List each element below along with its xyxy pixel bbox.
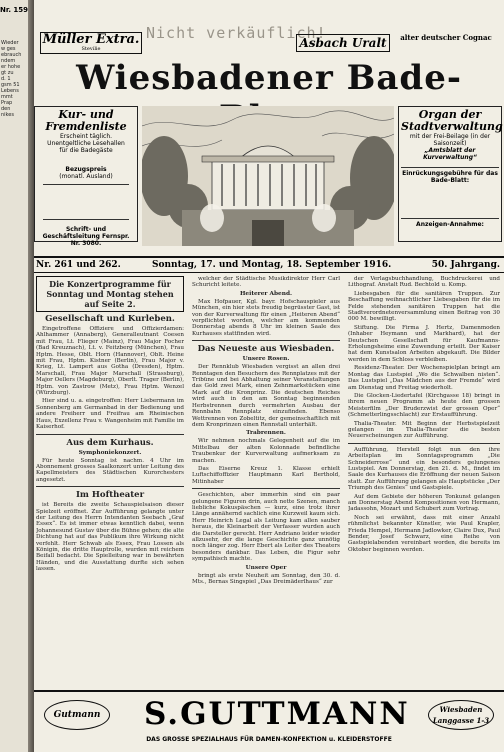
guttmann-logo-left: Gutmann: [44, 700, 110, 730]
price-table: [43, 184, 129, 220]
konzert-notice: Die Konzertprogramme für Sonntag und Montag stehen auf Seite 2.: [36, 276, 184, 312]
column-rule: [192, 340, 340, 341]
kur-title: Kur- und Fremdenliste: [45, 108, 127, 133]
column-rule: [348, 443, 500, 444]
subheading-rosen: Unsere Rosen.: [242, 356, 290, 363]
previous-page-text: Wieder w ges ebrauch ndem er hohe gt zu d. 1 gsm 51 Lebens mmt Prap den nikes: [1, 40, 22, 118]
article-oper: bringt als erste Neuheit am Sonntag, den 30. d. Mts., Bernas Singspiel „Das Dreimäderlhaus“ zur: [192, 572, 340, 586]
heading-gesellschaft: Gesellschaft und Kurleben.: [45, 314, 175, 324]
guttmann-advertisement: [34, 690, 504, 752]
article-thalia: Thalia-Theater. Mit Beginn der Herbstspielzeit gelangen im Thalia-Theater die besten Neuerscheinungen zur Aufführung.: [348, 420, 500, 440]
guttmann-address-oval: Wiesbaden Langgasse 1-3: [428, 700, 494, 730]
column-rule: [192, 488, 340, 489]
front-page: [34, 0, 504, 752]
article-auffuehrung: Aufführung, Herstell folgt nun den ihre Arbeitsplan im Sonntagsprogramm „Die Schneiderrose“ und ein besonders gelungenes Lustspiel. Am Donnerstag, den 21. d. M., findet im Saale des Kurhauses die Eröffnung der neuen Saison statt. Zur Aufführung gelangen als Hauptstücke „Der Triumph des Genies“ und Gastspiele.: [348, 446, 500, 492]
asbach-uralt-ad: Asbach Uralt: [296, 34, 390, 52]
article-residenz: Residenz-Theater. Der Wochenspielplan bringt am Montag das Lustspiel „Wo die Schwalben nisten“. Das Lustspiel „Das Mädchen aus der Fremde“ wird am Dienstag und Freitag wiederholt.: [348, 365, 500, 391]
organ-title: Organ der Stadtverwaltung: [401, 108, 503, 133]
volume-year: 50. Jahrgang.: [431, 260, 500, 270]
issue-dateline: [34, 256, 504, 273]
kurhaus-engraving: [142, 106, 394, 246]
article-heiterer-abend: Max Hofpauer, Kgl. bayr. Hofschauspieler aus München, ein hier stets freudig begrüsster Gast, ist von der Kurverwaltung für einen „Heiteren Abend“ verpflichtet worden, welcher am kommenden Donnerstag abends 8 Uhr im kleinen Saale des Kurhauses stattfinden wird.: [192, 298, 340, 337]
column-2: [192, 276, 340, 686]
article-geschichten: Geschichten, aber immerhin sind ein paar gelungene Figuren drin, auch nette Szenen, manch liebliche Kokuspäschen — kurz, eine trotz ihrer Länge annähernd sachlich eine Kurzweil kaum sich. Herr Heinrich Legal als Leitung kam allen sauber heraus, die Kleinarbeit der Verfasser wurden auch die Darsteller gerecht. Herr Andriano leider wieder allzusehr, der die lange Geschichte ganz unnötig noch länger zog. Herr Ebert als Leiter des Theaters besonders dankbar. Das Leben, die Figur sehr sympathisch machte.: [192, 492, 340, 563]
guttmann-tagline: DAS GROSSE SPEZIALHAUS FÜR DAMEN-KONFEKTION u. KLEIDERSTOFFE: [146, 736, 392, 743]
cognac-ad-text: alter deutscher Cognac: [400, 33, 492, 42]
article-gastspiele: Noch sei erwähnt, dass mit einer Anzahl rühmlichst bekannter Künstler, wie Paul Krapler, Frieda Hempel, Hermann Jadlowker, Claire Dux, Paul Bender, Josef Schwarz, eine Reihe von Gastspielabenden vereinbart worden, die bereits im Oktober beginnen werden.: [348, 514, 500, 553]
article-intro: welcher der Städtische Musikdirektor Herr Carl Schuricht leitete.: [192, 276, 340, 289]
article-stiftung: Stiftung. Die Firma J. Hertz, Damenmoden (Inhaber Heymann und Markhard), hat der Deutschen Gesellschaft für Kaufmanns-Erholungsheime eine Zuwendung erteilt. Der Kaiser hat dem Kunstsalon Arbeiten abgekauft. Die Bilder werden in dem Schloss verbleiben.: [348, 324, 500, 363]
organ-stadtverwaltung-box: Organ der Stadtverwaltung mit der Frei-Beilage (in der Saisonzeit) „Amtsblatt der Kurverwaltung“ Einrückungsgebühre für das Bade-Blatt: Anzeigen-Annahme:: [398, 106, 502, 242]
article-tonkunst: Auf dem Gebiete der höheren Tonkunst gelangen am Donnerstag Abend Kompositionen von Hermann, Jadassohn, Mozart und Schubert zum Vortrag.: [348, 493, 500, 513]
article-verlag: der Verlagsbuchhandlung, Buchdruckerei und Lithograf. Anstalt Rud. Bechtold u. Komp.: [348, 276, 500, 289]
rates-text-block: [401, 184, 499, 218]
article-kurhaus: Für heute Sonntag ist nachm. 4 Uhr im Abonnement grosses Saalkonzert unter Leitung des Kapellmeisters des Städtischen Kurorchesters angesetzt.: [36, 457, 184, 483]
article-liebesgaben: Liebesgaben für die sanitären Truppen. Zur Beschaffung weihnachtlicher Liebesgaben für die im Felde stehenden sanitären Truppen hat die Stadtverordnetenversammlung einen Beitrag von 30 000 M. bewilligt.: [348, 290, 500, 323]
previous-page-number: Nr. 159: [0, 6, 29, 14]
article-trabrennen: Wir nehmen nochmals Gelegenheit auf die im Mittelbau der alten Kolonnade befindliche Traubenkur der Kurverwaltung aufmerksam zu machen.: [192, 438, 340, 464]
heading-kurhaus: Aus dem Kurhaus.: [66, 437, 154, 448]
kurhaus-illustration: [142, 106, 394, 246]
guttmann-name: S.GUTTMANN: [144, 696, 410, 732]
article-hier: Hier sind u. a. eingetroffen: Herr Liebermann im Sonnenberg am Germanbad in der Bedienung und andere Freiherr und Freifrau am Rheinischen Haus, Exzellenz Frau v. Wangenheim mit Familie im Kaiserhof.: [36, 398, 184, 431]
article-hoftheater: ist Bereits die zweite Schauspielsaison dieser Spielzeit eröffnet. Zur Aufführung gelangte unter der Leitung des Herrn Intendanten Seebach „Graf Essex“. Es ist immer etwas kenntlich dabei, wenn Johannesund Gustav über die Bühne gehen; die alte Dichtung hat auf das Publikum ihre Wirkung nicht verfehlt. Herr Schwab als Essex, Frau Lossen als Königin, die dritte Hauptrolle, wurden mit reichem Beifall bedacht. Die Spielleitung war in bewährten Händen, und die Ausstattung durfte sich sehen lassen.: [36, 502, 184, 573]
muller-extra-ad: Müller Extra. Stevilie: [40, 32, 142, 54]
masthead-panel: [34, 106, 504, 250]
heading-heiterer-abend: Heiterer Abend.: [239, 290, 293, 297]
issue-date: Sonntag, 17. und Montag, 18. September 1916.: [152, 260, 392, 270]
column-rule: [36, 486, 184, 487]
kur-fremdenliste-box: Kur- und Fremdenliste Erscheint täglich. Unentgeltliche Lesehallen für die Badegäste Bezugspreis (monatl. Ausland) Schrift- und Geschäftsleitung Fernspr. Nr. 3080.: [34, 106, 138, 242]
article-neueste: Der Rennklub Wiesbaden vergisst an allen drei Renntagen den Besuchern des Rennplatzes mit der Tribüne und bei Abhaltung seiner Veranstaltungen das Gold zwei Mark, einen Zehnmarkstücken eine Mark auf die Kronprinz. Die deutschen Reiches wird auch in den am Sonntag beginnenden Herbstrennen durch vermehrten Ausbau der Rennbahn Rennplatz einzufinden. Ebenso Wettrennen von Zobeltitz, der gemeinschaftlich mit dem Kronprinzen einen Rennstall unterhält.: [192, 364, 340, 428]
newspaper-title: Wiesbadener Bade-: [76, 58, 462, 98]
heading-oper: Unsere Oper: [245, 564, 287, 571]
column-rule: [36, 434, 184, 435]
issue-number: Nr. 261 und 262.: [36, 260, 121, 270]
heading-hoftheater: Im Hoftheater: [75, 490, 145, 501]
subheading-trabrennen: Trabrennen.: [246, 430, 286, 437]
heading-neueste: Das Neueste aus Wiesbaden.: [197, 344, 335, 355]
column-1: [36, 276, 184, 686]
article-eiserne-kreuz: Das Eiserne Kreuz 1. Klasse erhielt Luftschiffoffizier Hauptmann Karl Berthold, Mitinhaber: [192, 465, 340, 485]
subheading-symphonie: Symphoniekonzert.: [78, 449, 142, 456]
article-gesellschaft: Eingetroffene Offiziere und Offizierdamen: Ahlhammer (Annaberg), Generalleutnant Coesen mit Frau, Lt. Flieger (Mainz), Frau Major Focher (Bad Kreuznach), Lt. v. Feitzberg (München), Frau Hptm. Hesse, Oblt. Horn (Hannover), Oblt. Heine mit Frau, Hptm. Kistner (Berlin), Frau Major v. Krieg, Lt. Lampert aus Gotha (Dresden), Hptm. Marschall, Frau Major Marschall (Strassburg), Major Oellers (Magdeburg), Oberlt. Trager (Berlin), Hptm. von Zastrow (Metz), Frau Hptm. Wenzel (Würzburg).: [36, 326, 184, 397]
column-3: [348, 276, 500, 686]
not-for-sale-stamp: Nicht verkäuflich!: [146, 24, 327, 42]
article-glocken: Die Glocken-Liedertafel (Kirchgasse 18) bringt in ihrem neuen Programm ab heute den grossen Meisterfilm „Der Bruderzwist der grossen Oper“ (Schmetterlingsschlacht) zur Erstaufführung.: [348, 392, 500, 419]
top-ad-strip: [34, 24, 504, 54]
